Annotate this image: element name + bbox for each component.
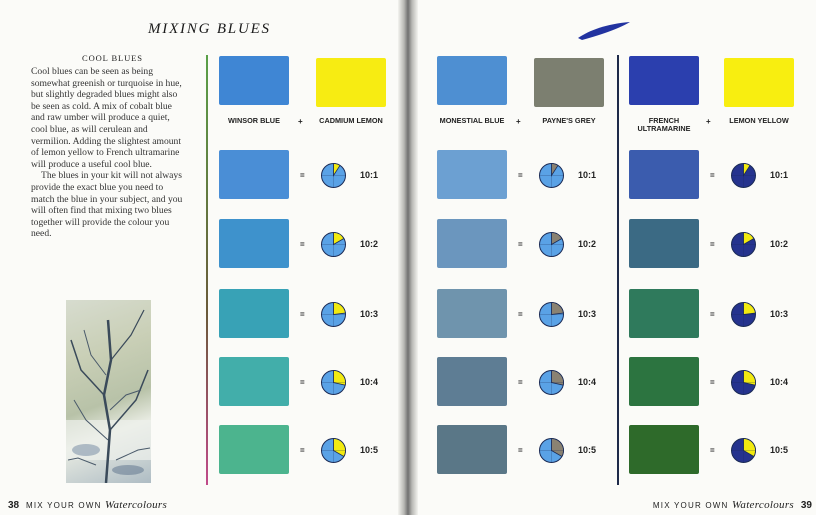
base-color-swatch bbox=[629, 56, 699, 105]
equals-sign: = bbox=[518, 446, 523, 455]
mix-result-swatch bbox=[629, 219, 699, 268]
mix-ratio-label: 10:4 bbox=[360, 377, 379, 387]
equals-sign: = bbox=[300, 310, 305, 319]
pie-additive-slice bbox=[334, 303, 346, 315]
base-color-label: FRENCH ULTRAMARINE bbox=[637, 116, 691, 134]
ratio-pie-chart bbox=[538, 437, 565, 464]
ratio-pie-chart bbox=[730, 369, 757, 396]
mix-ratio-label: 10:3 bbox=[578, 309, 597, 319]
right-footer bbox=[653, 499, 812, 511]
mix-ratio-label: 10:4 bbox=[578, 377, 597, 387]
ratio-pie-chart bbox=[538, 369, 565, 396]
equals-sign: = bbox=[710, 171, 715, 180]
book-gutter bbox=[398, 0, 418, 515]
pie-additive-slice bbox=[552, 371, 564, 386]
left-footer bbox=[8, 499, 167, 511]
ratio-pie-chart bbox=[730, 162, 757, 189]
mix-result-swatch bbox=[219, 425, 289, 474]
base-color-label: WINSOR BLUE bbox=[228, 116, 280, 125]
page-title: MIXING BLUES bbox=[148, 21, 271, 37]
mix-result-swatch bbox=[629, 357, 699, 406]
ratio-pie-chart bbox=[538, 231, 565, 258]
mix-ratio-label: 10:3 bbox=[770, 309, 789, 319]
page-number: 38 bbox=[8, 500, 20, 511]
mix-result-swatch bbox=[437, 289, 507, 338]
mix-ratio-label: 10:1 bbox=[578, 170, 597, 180]
mix-result-swatch bbox=[219, 219, 289, 268]
paragraph: Cool blues can be seen as being somewhat greenish or turquoise in hue, but slightly degraded blues might also be seen as cold. A mix of cobalt blue and raw umber will produce a quiet, cool blue, as will cerulean and vermilion. Adding the slightest amount of lemon yellow to French ultramarine will produce a useful cool blue. bbox=[31, 66, 182, 170]
mix-result-swatch bbox=[219, 150, 289, 199]
mix-result-swatch bbox=[629, 150, 699, 199]
additive-color-swatch bbox=[724, 58, 794, 107]
ratio-pie-chart bbox=[538, 301, 565, 328]
ratio-pie-chart bbox=[730, 437, 757, 464]
equals-sign: = bbox=[518, 171, 523, 180]
equals-sign: = bbox=[300, 171, 305, 180]
plus-sign: + bbox=[706, 117, 711, 126]
equals-sign: = bbox=[300, 378, 305, 387]
plus-sign: + bbox=[516, 117, 521, 126]
page-number: 39 bbox=[800, 500, 812, 511]
mix-result-swatch bbox=[437, 425, 507, 474]
base-color-label: MONESTIAL BLUE bbox=[439, 116, 505, 125]
ratio-pie-chart bbox=[320, 301, 347, 328]
equals-sign: = bbox=[518, 310, 523, 319]
mix-result-swatch bbox=[437, 357, 507, 406]
additive-color-label: LEMON YELLOW bbox=[729, 116, 789, 125]
mix-ratio-label: 10:2 bbox=[360, 239, 379, 249]
additive-color-label: CADMIUM LEMON bbox=[319, 116, 383, 125]
winter-tree-painting bbox=[66, 300, 151, 483]
mix-ratio-label: 10:3 bbox=[360, 309, 379, 319]
right-divider-rule bbox=[617, 55, 619, 485]
ratio-pie-chart bbox=[320, 231, 347, 258]
additive-color-swatch bbox=[316, 58, 386, 107]
mix-ratio-label: 10:4 bbox=[770, 377, 789, 387]
mix-result-swatch bbox=[629, 425, 699, 474]
mix-result-swatch bbox=[437, 150, 507, 199]
pie-additive-slice bbox=[744, 303, 756, 315]
ratio-pie-chart bbox=[320, 437, 347, 464]
equals-sign: = bbox=[300, 240, 305, 249]
additive-color-swatch bbox=[534, 58, 604, 107]
paragraph: The blues in your kit will not always provide the exact blue you need to match the blue in your subject, and you will often find that mixing two blues together will provide the colour you need. bbox=[31, 170, 183, 240]
ratio-pie-chart bbox=[320, 369, 347, 396]
equals-sign: = bbox=[300, 446, 305, 455]
mix-ratio-label: 10:2 bbox=[770, 239, 789, 249]
pie-additive-slice bbox=[334, 371, 346, 386]
equals-sign: = bbox=[518, 378, 523, 387]
base-color-swatch bbox=[437, 56, 507, 105]
additive-color-label: PAYNE'S GREY bbox=[542, 116, 596, 125]
mix-ratio-label: 10:5 bbox=[578, 445, 597, 455]
body-text bbox=[31, 66, 187, 240]
ratio-pie-chart bbox=[730, 231, 757, 258]
pie-additive-slice bbox=[552, 303, 564, 315]
mix-result-swatch bbox=[219, 357, 289, 406]
equals-sign: = bbox=[710, 310, 715, 319]
footer-script: Watercolours bbox=[105, 499, 168, 511]
mix-result-swatch bbox=[219, 289, 289, 338]
equals-sign: = bbox=[518, 240, 523, 249]
equals-sign: = bbox=[710, 446, 715, 455]
mix-ratio-label: 10:5 bbox=[770, 445, 789, 455]
footer-series: MIX YOUR OWN bbox=[652, 501, 729, 510]
footer-series: MIX YOUR OWN bbox=[25, 501, 102, 510]
ratio-pie-chart bbox=[320, 162, 347, 189]
equals-sign: = bbox=[710, 378, 715, 387]
mix-ratio-label: 10:2 bbox=[578, 239, 597, 249]
plus-sign: + bbox=[298, 117, 303, 126]
brush-stroke-icon bbox=[576, 20, 632, 42]
tree-branches-illustration bbox=[66, 300, 151, 483]
ratio-pie-chart bbox=[730, 301, 757, 328]
pie-additive-slice bbox=[744, 371, 756, 386]
left-divider-rule bbox=[206, 55, 208, 485]
base-color-swatch bbox=[219, 56, 289, 105]
mix-ratio-label: 10:1 bbox=[770, 170, 789, 180]
footer-script: Watercolours bbox=[731, 499, 795, 511]
mix-ratio-label: 10:5 bbox=[360, 445, 379, 455]
ratio-pie-chart bbox=[538, 162, 565, 189]
mix-ratio-label: 10:1 bbox=[360, 170, 379, 180]
mix-result-swatch bbox=[629, 289, 699, 338]
section-subhead: COOL BLUES bbox=[82, 53, 143, 63]
equals-sign: = bbox=[710, 240, 715, 249]
mix-result-swatch bbox=[437, 219, 507, 268]
